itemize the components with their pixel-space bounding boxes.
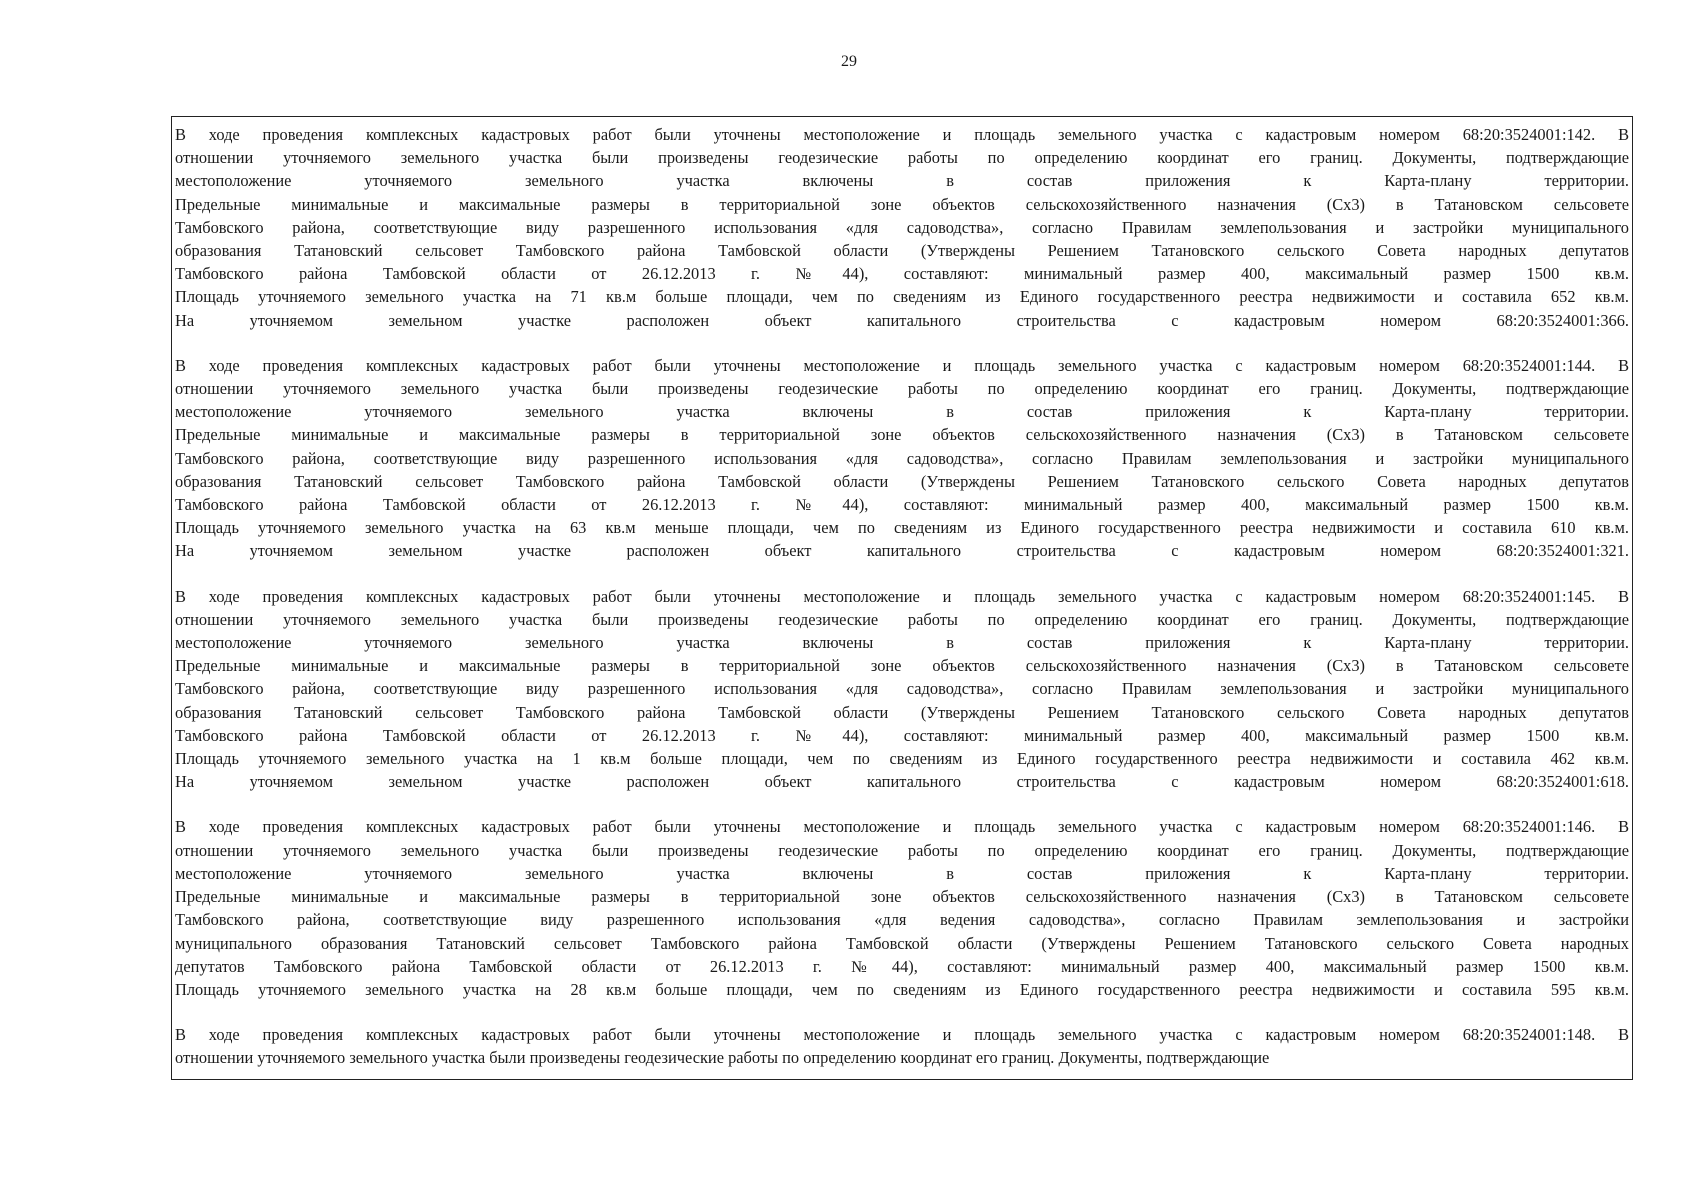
text-line: На уточняемом земельном участке расположен объект капитального строительства с кадастровым номером 68:20:3524001:366. (175, 310, 1629, 330)
text-line: образования Татановский сельсовет Тамбовского района Тамбовской области (Утверждены Решением Татановского сельского Совета народных депутатов (175, 241, 1629, 261)
text-line: На уточняемом земельном участке расположен объект капитального строительства с кадастровым номером 68:20:3524001:618. (175, 772, 1629, 792)
text-line: муниципального образования Татановский сельсовет Тамбовского района Тамбовской области (Утверждены Решением Татановского сельского Совета народных (175, 933, 1629, 953)
document-body (171, 116, 1633, 1080)
text-line: Предельные минимальные и максимальные размеры в территориальной зоне объектов сельскохозяйственного назначения (Сх3) в Татановском сельсовете (175, 194, 1629, 214)
text-line: В ходе проведения комплексных кадастровых работ были уточнены местоположение и площадь земельного участка с кадастровым номером 68:20:3524001:146. В (175, 817, 1629, 837)
text-line: отношении уточняемого земельного участка были произведены геодезические работы по определению координат его границ. Документы, подтверждающие (175, 840, 1629, 860)
paragraph (175, 1023, 1629, 1069)
text-line: отношении уточняемого земельного участка были произведены геодезические работы по определению координат его границ. Документы, подтверждающие (175, 379, 1629, 399)
paragraph (175, 815, 1629, 1001)
text-line: местоположение уточняемого земельного участка включены в состав приложения к Карта-плану территории. (175, 171, 1629, 191)
text-line: местоположение уточняемого земельного участка включены в состав приложения к Карта-плану территории. (175, 402, 1629, 422)
text-line: Тамбовского района Тамбовской области от 26.12.2013 г. №44), составляют: минимальный размер 400, максимальный размер 1500 кв.м. (175, 725, 1629, 745)
text-line: В ходе проведения комплексных кадастровых работ были уточнены местоположение и площадь земельного участка с кадастровым номером 68:20:3524001:148. В (175, 1025, 1629, 1045)
text-line: Тамбовского района, соответствующие виду разрешенного использования «для садоводства», согласно Правилам землепользования и застройки муниципального (175, 679, 1629, 699)
text-line: Площадь уточняемого земельного участка на 71 кв.м больше площади, чем по сведениям из Единого государственного реестра недвижимости и составила 652 кв.м. (175, 287, 1629, 307)
text-line: В ходе проведения комплексных кадастровых работ были уточнены местоположение и площадь земельного участка с кадастровым номером 68:20:3524001:145. В (175, 586, 1629, 606)
paragraph (175, 585, 1629, 794)
page-number: 29 (841, 53, 857, 70)
text-line: Тамбовского района Тамбовской области от 26.12.2013 г. №44), составляют: минимальный размер 400, максимальный размер 1500 кв.м. (175, 495, 1629, 515)
paragraph (175, 123, 1629, 332)
text-line: Площадь уточняемого земельного участка на 63 кв.м меньше площади, чем по сведениям из Единого государственного реестра недвижимости и составила 610 кв.м. (175, 518, 1629, 538)
text-line: отношении уточняемого земельного участка были произведены геодезические работы по определению координат его границ. Документы, подтверждающие (175, 148, 1629, 168)
text-line: Предельные минимальные и максимальные размеры в территориальной зоне объектов сельскохозяйственного назначения (Сх3) в Татановском сельсовете (175, 887, 1629, 907)
text-line: Предельные минимальные и максимальные размеры в территориальной зоне объектов сельскохозяйственного назначения (Сх3) в Татановском сельсовете (175, 425, 1629, 445)
text-line: депутатов Тамбовского района Тамбовской области от 26.12.2013 г. №44), составляют: минимальный размер 400, максимальный размер 1500 кв.м. (175, 956, 1629, 976)
text-line: Площадь уточняемого земельного участка на 1 кв.м больше площади, чем по сведениям из Единого государственного реестра недвижимости и составила 462 кв.м. (175, 749, 1629, 769)
text-line: Предельные минимальные и максимальные размеры в территориальной зоне объектов сельскохозяйственного назначения (Сх3) в Татановском сельсовете (175, 656, 1629, 676)
text-line: Площадь уточняемого земельного участка на 28 кв.м больше площади, чем по сведениям из Единого государственного реестра недвижимости и составила 595 кв.м. (175, 979, 1629, 999)
text-line: Тамбовского района Тамбовской области от 26.12.2013 г. №44), составляют: минимальный размер 400, максимальный размер 1500 кв.м. (175, 264, 1629, 284)
text-line: Тамбовского района, соответствующие виду разрешенного использования «для садоводства», согласно Правилам землепользования и застройки муниципального (175, 448, 1629, 468)
text-line: Тамбовского района, соответствующие виду разрешенного использования «для ведения садоводства», согласно Правилам землепользования и застройки (175, 910, 1629, 930)
text-line: местоположение уточняемого земельного участка включены в состав приложения к Карта-плану территории. (175, 633, 1629, 653)
text-line: Тамбовского района, соответствующие виду разрешенного использования «для садоводства», согласно Правилам землепользования и застройки муниципального (175, 217, 1629, 237)
text-line: В ходе проведения комплексных кадастровых работ были уточнены местоположение и площадь земельного участка с кадастровым номером 68:20:3524001:144. В (175, 355, 1629, 375)
paragraph (175, 354, 1629, 563)
text-line: отношении уточняемого земельного участка были произведены геодезические работы по определению координат его границ. Документы, подтверждающие (175, 609, 1629, 629)
text-line: образования Татановский сельсовет Тамбовского района Тамбовской области (Утверждены Решением Татановского сельского Совета народных депутатов (175, 471, 1629, 491)
text-line: В ходе проведения комплексных кадастровых работ были уточнены местоположение и площадь земельного участка с кадастровым номером 68:20:3524001:142. В (175, 125, 1629, 144)
text-line: На уточняемом земельном участке расположен объект капитального строительства с кадастровым номером 68:20:3524001:321. (175, 541, 1629, 561)
text-line: образования Татановский сельсовет Тамбовского района Тамбовской области (Утверждены Решением Татановского сельского Совета народных депутатов (175, 702, 1629, 722)
text-line: местоположение уточняемого земельного участка включены в состав приложения к Карта-плану территории. (175, 863, 1629, 883)
text-line: отношении уточняемого земельного участка были произведены геодезические работы по определению координат его границ. Документы, подтверждающие (175, 1048, 1270, 1068)
